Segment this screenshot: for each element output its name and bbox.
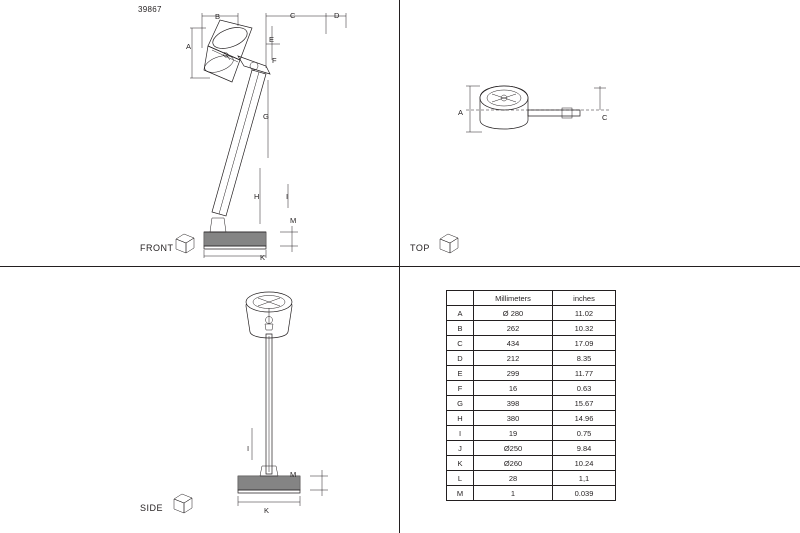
cube-icon <box>436 231 462 255</box>
front-callout-D: D <box>334 11 340 20</box>
front-callout-B: B <box>215 12 221 21</box>
table-row <box>447 426 616 441</box>
cell-inches: 14.96 <box>553 411 616 426</box>
cell-key: L <box>447 471 474 486</box>
side-callout-K: K <box>264 506 270 515</box>
cell-inches: 0.63 <box>553 381 616 396</box>
cell-inches: 8.35 <box>553 351 616 366</box>
front-view-drawing <box>120 8 380 258</box>
cell-key: C <box>447 336 474 351</box>
cell-millimeters: Ø 280 <box>474 306 553 321</box>
side-view-drawing <box>200 278 370 518</box>
table-row <box>447 411 616 426</box>
cell-inches: 0.75 <box>553 426 616 441</box>
side-callout-I: I <box>247 444 250 453</box>
cell-millimeters: 262 <box>474 321 553 336</box>
table-header-row <box>447 291 616 306</box>
cell-millimeters: 16 <box>474 381 553 396</box>
cell-inches: 1,1 <box>553 471 616 486</box>
divider-horizontal-right <box>399 266 800 267</box>
front-view-label: FRONT <box>140 243 174 253</box>
cell-millimeters: 28 <box>474 471 553 486</box>
cell-inches: 10.32 <box>553 321 616 336</box>
table-row <box>447 351 616 366</box>
table-row <box>447 381 616 396</box>
cell-key: A <box>447 306 474 321</box>
cell-inches: 9.84 <box>553 441 616 456</box>
cell-key: F <box>447 381 474 396</box>
dimension-table <box>446 290 616 501</box>
cell-inches: 15.67 <box>553 396 616 411</box>
front-callout-E: E <box>269 35 275 44</box>
top-callout-C: C <box>602 113 608 122</box>
front-callout-I: I <box>286 192 289 201</box>
front-callout-C: C <box>290 11 296 20</box>
cell-millimeters: 398 <box>474 396 553 411</box>
top-view-drawing <box>440 70 640 160</box>
table-row <box>447 366 616 381</box>
top-callout-A: A <box>458 108 464 117</box>
table-row <box>447 336 616 351</box>
cell-key: J <box>447 441 474 456</box>
cell-millimeters: 434 <box>474 336 553 351</box>
cell-millimeters: 299 <box>474 366 553 381</box>
cell-key: G <box>447 396 474 411</box>
header-key <box>447 291 474 306</box>
divider-horizontal-left <box>0 266 399 267</box>
table-row <box>447 396 616 411</box>
dimension-table-wrapper <box>446 290 616 501</box>
cube-icon <box>170 491 196 515</box>
cube-icon <box>172 231 198 255</box>
front-callout-A: A <box>186 42 192 51</box>
cell-key: D <box>447 351 474 366</box>
side-view-label: SIDE <box>140 503 164 513</box>
cell-key: H <box>447 411 474 426</box>
table-row <box>447 306 616 321</box>
front-callout-M: M <box>290 216 297 225</box>
table-row <box>447 486 616 501</box>
cell-inches: 10.24 <box>553 456 616 471</box>
cell-key: E <box>447 366 474 381</box>
cell-inches: 11.77 <box>553 366 616 381</box>
front-callout-H: H <box>254 192 260 201</box>
front-callout-G: G <box>263 112 270 121</box>
side-callout-M: M <box>290 470 297 479</box>
header-inches: inches <box>553 291 616 306</box>
cell-millimeters: 19 <box>474 426 553 441</box>
cell-key: K <box>447 456 474 471</box>
cell-inches: 11.02 <box>553 306 616 321</box>
table-row <box>447 456 616 471</box>
table-row <box>447 441 616 456</box>
cell-millimeters: 380 <box>474 411 553 426</box>
front-callout-F: F <box>272 56 277 65</box>
top-view-label: TOP <box>410 243 430 253</box>
table-row <box>447 471 616 486</box>
cell-millimeters: 1 <box>474 486 553 501</box>
article-number: 39867 <box>138 5 162 14</box>
cell-key: B <box>447 321 474 336</box>
cell-inches: 0.039 <box>553 486 616 501</box>
header-millimeters: Millimeters <box>474 291 553 306</box>
cell-millimeters: 212 <box>474 351 553 366</box>
table-row <box>447 321 616 336</box>
cell-millimeters: Ø250 <box>474 441 553 456</box>
cell-key: I <box>447 426 474 441</box>
cell-inches: 17.09 <box>553 336 616 351</box>
cell-millimeters: Ø260 <box>474 456 553 471</box>
front-callout-K: K <box>260 253 266 262</box>
cell-key: M <box>447 486 474 501</box>
